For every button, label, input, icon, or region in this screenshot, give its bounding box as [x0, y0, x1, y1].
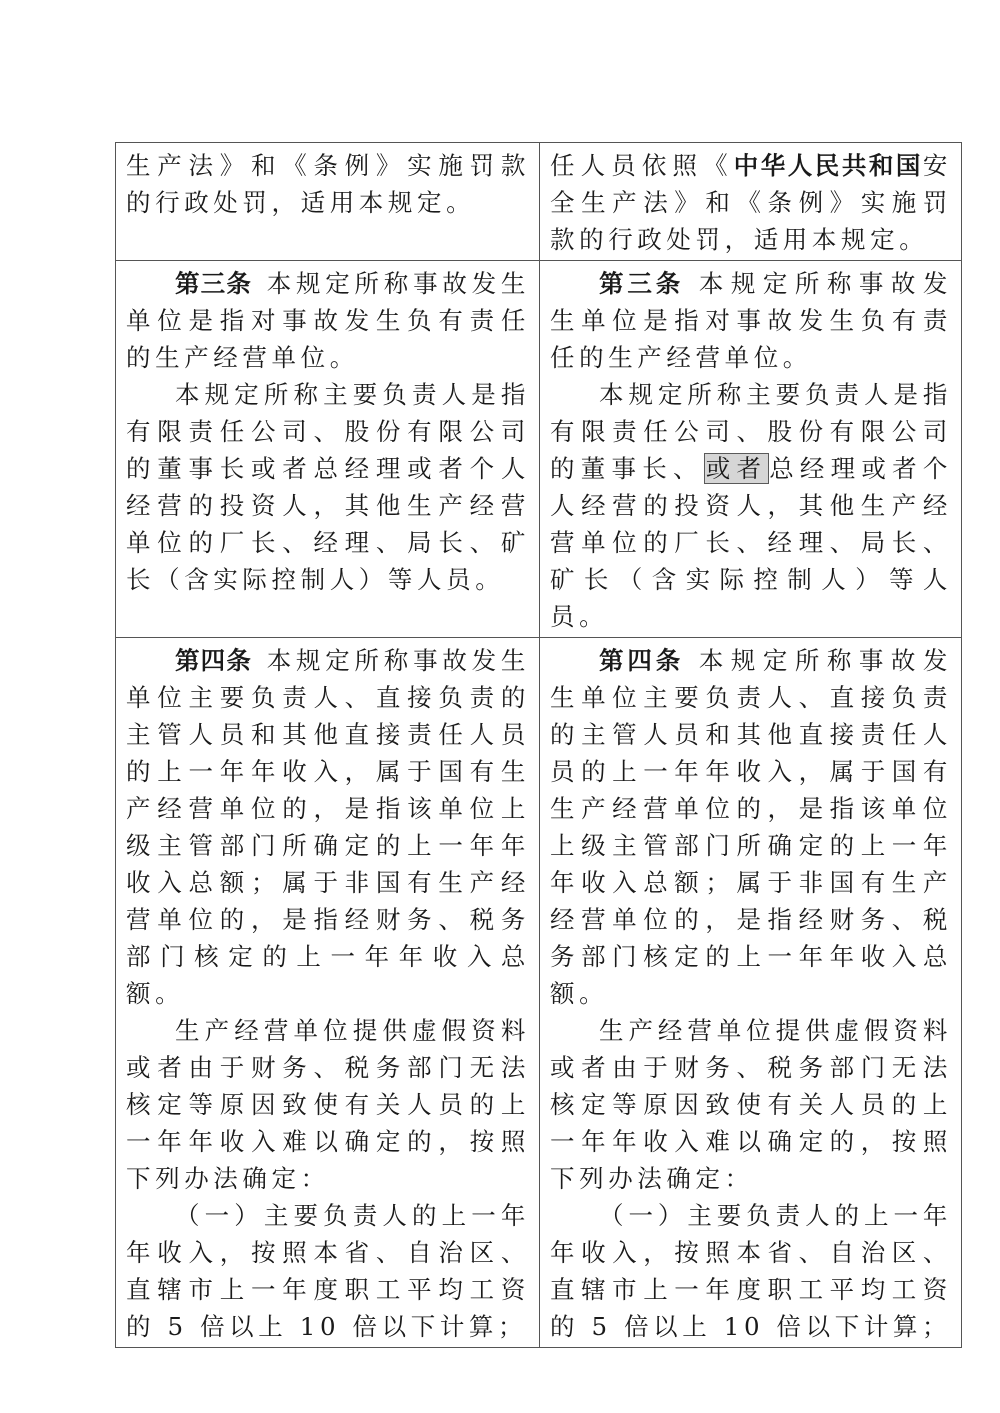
paragraph: 生产法》和《条例》实施罚款的行政处罚，适用本规定。	[126, 151, 530, 217]
old-text-cell	[116, 143, 540, 261]
article-number: 第四条	[175, 646, 253, 675]
table-row	[116, 638, 962, 1348]
paragraph	[550, 642, 952, 1012]
paragraph	[550, 265, 952, 376]
paragraph-text: 本规定所称事故发生单位主要负责人、直接负责的主管人员和其他直接责任人员的上一年年收入，属于国有生产经营单位的，是指该单位上级主管部门所确定的上一年年收入总额；属于非国有生产经营单位的，是指经财务、税务部门核定的上一年年收入总额。	[126, 646, 531, 1008]
article-number: 第四条	[599, 646, 685, 675]
paragraph	[550, 147, 952, 258]
old-text-cell	[116, 261, 540, 638]
paragraph-text: 任人员依照《	[550, 151, 734, 180]
paragraph: （一）主要负责人的上一年年收入，按照本省、自治区、直辖市上一年度职工平均工资的 5 倍以上 10 倍以下计算；	[126, 1201, 530, 1341]
paragraph: 生产经营单位提供虚假资料或者由于财务、税务部门无法核定等原因致使有关人员的上一年年收入难以确定的，按照下列办法确定：	[126, 1016, 530, 1193]
table-row	[116, 143, 962, 261]
paragraph-text: 本规定所称事故发生单位主要负责人、直接负责的主管人员和其他直接责任人员的上一年年收入，属于国有生产经营单位的，是指该单位上级主管部门所确定的上一年年收入总额；属于非国有生产经营单位的，是指经财务、税务部门核定的上一年年收入总额。	[550, 646, 952, 1008]
paragraph	[550, 376, 952, 635]
new-text-cell	[540, 143, 962, 261]
comparison-table	[115, 142, 962, 1348]
new-text-cell	[540, 261, 962, 638]
paragraph: 生产经营单位提供虚假资料或者由于财务、税务部门无法核定等原因致使有关人员的上一年年收入难以确定的，按照下列办法确定：	[550, 1016, 952, 1193]
table-row	[116, 261, 962, 638]
old-text-cell	[116, 638, 540, 1348]
paragraph	[126, 265, 530, 376]
paragraph: 本规定所称主要负责人是指有限责任公司、股份有限公司的董事长或者总经理或者个人经营的投资人，其他生产经营单位的厂长、经理、局长、矿长（含实际控制人）等人员。	[126, 380, 530, 594]
highlighted-deleted-text: 或者	[705, 454, 768, 483]
paragraph-text: 本规定所称事故发生单位是指对事故发生负有责任的生产经营单位。	[550, 269, 952, 372]
paragraph	[126, 642, 530, 1012]
paragraph: （一）主要负责人的上一年年收入，按照本省、自治区、直辖市上一年度职工平均工资的 5 倍以上 10 倍以下计算；	[550, 1201, 952, 1341]
article-number: 第三条	[599, 269, 685, 298]
bold-inserted-text: 中华人民共和国	[733, 151, 923, 180]
article-number: 第三条	[175, 269, 253, 298]
paragraph-text: 总经理或者个人经营的投资人，其他生产经营单位的厂长、经理、局长、矿长（含实际控制人）等人员。	[550, 454, 952, 631]
paragraph-text: 本规定所称主要负责人是指有限责任公司、股份有限公司的董事长、	[550, 380, 952, 483]
new-text-cell	[540, 638, 962, 1348]
paragraph-text: 本规定所称事故发生单位是指对事故发生负有责任的生产经营单位。	[126, 269, 531, 372]
paragraph-text: 安全生产法》和《条例》实施罚款的行政处罚，适用本规定。	[550, 151, 952, 254]
